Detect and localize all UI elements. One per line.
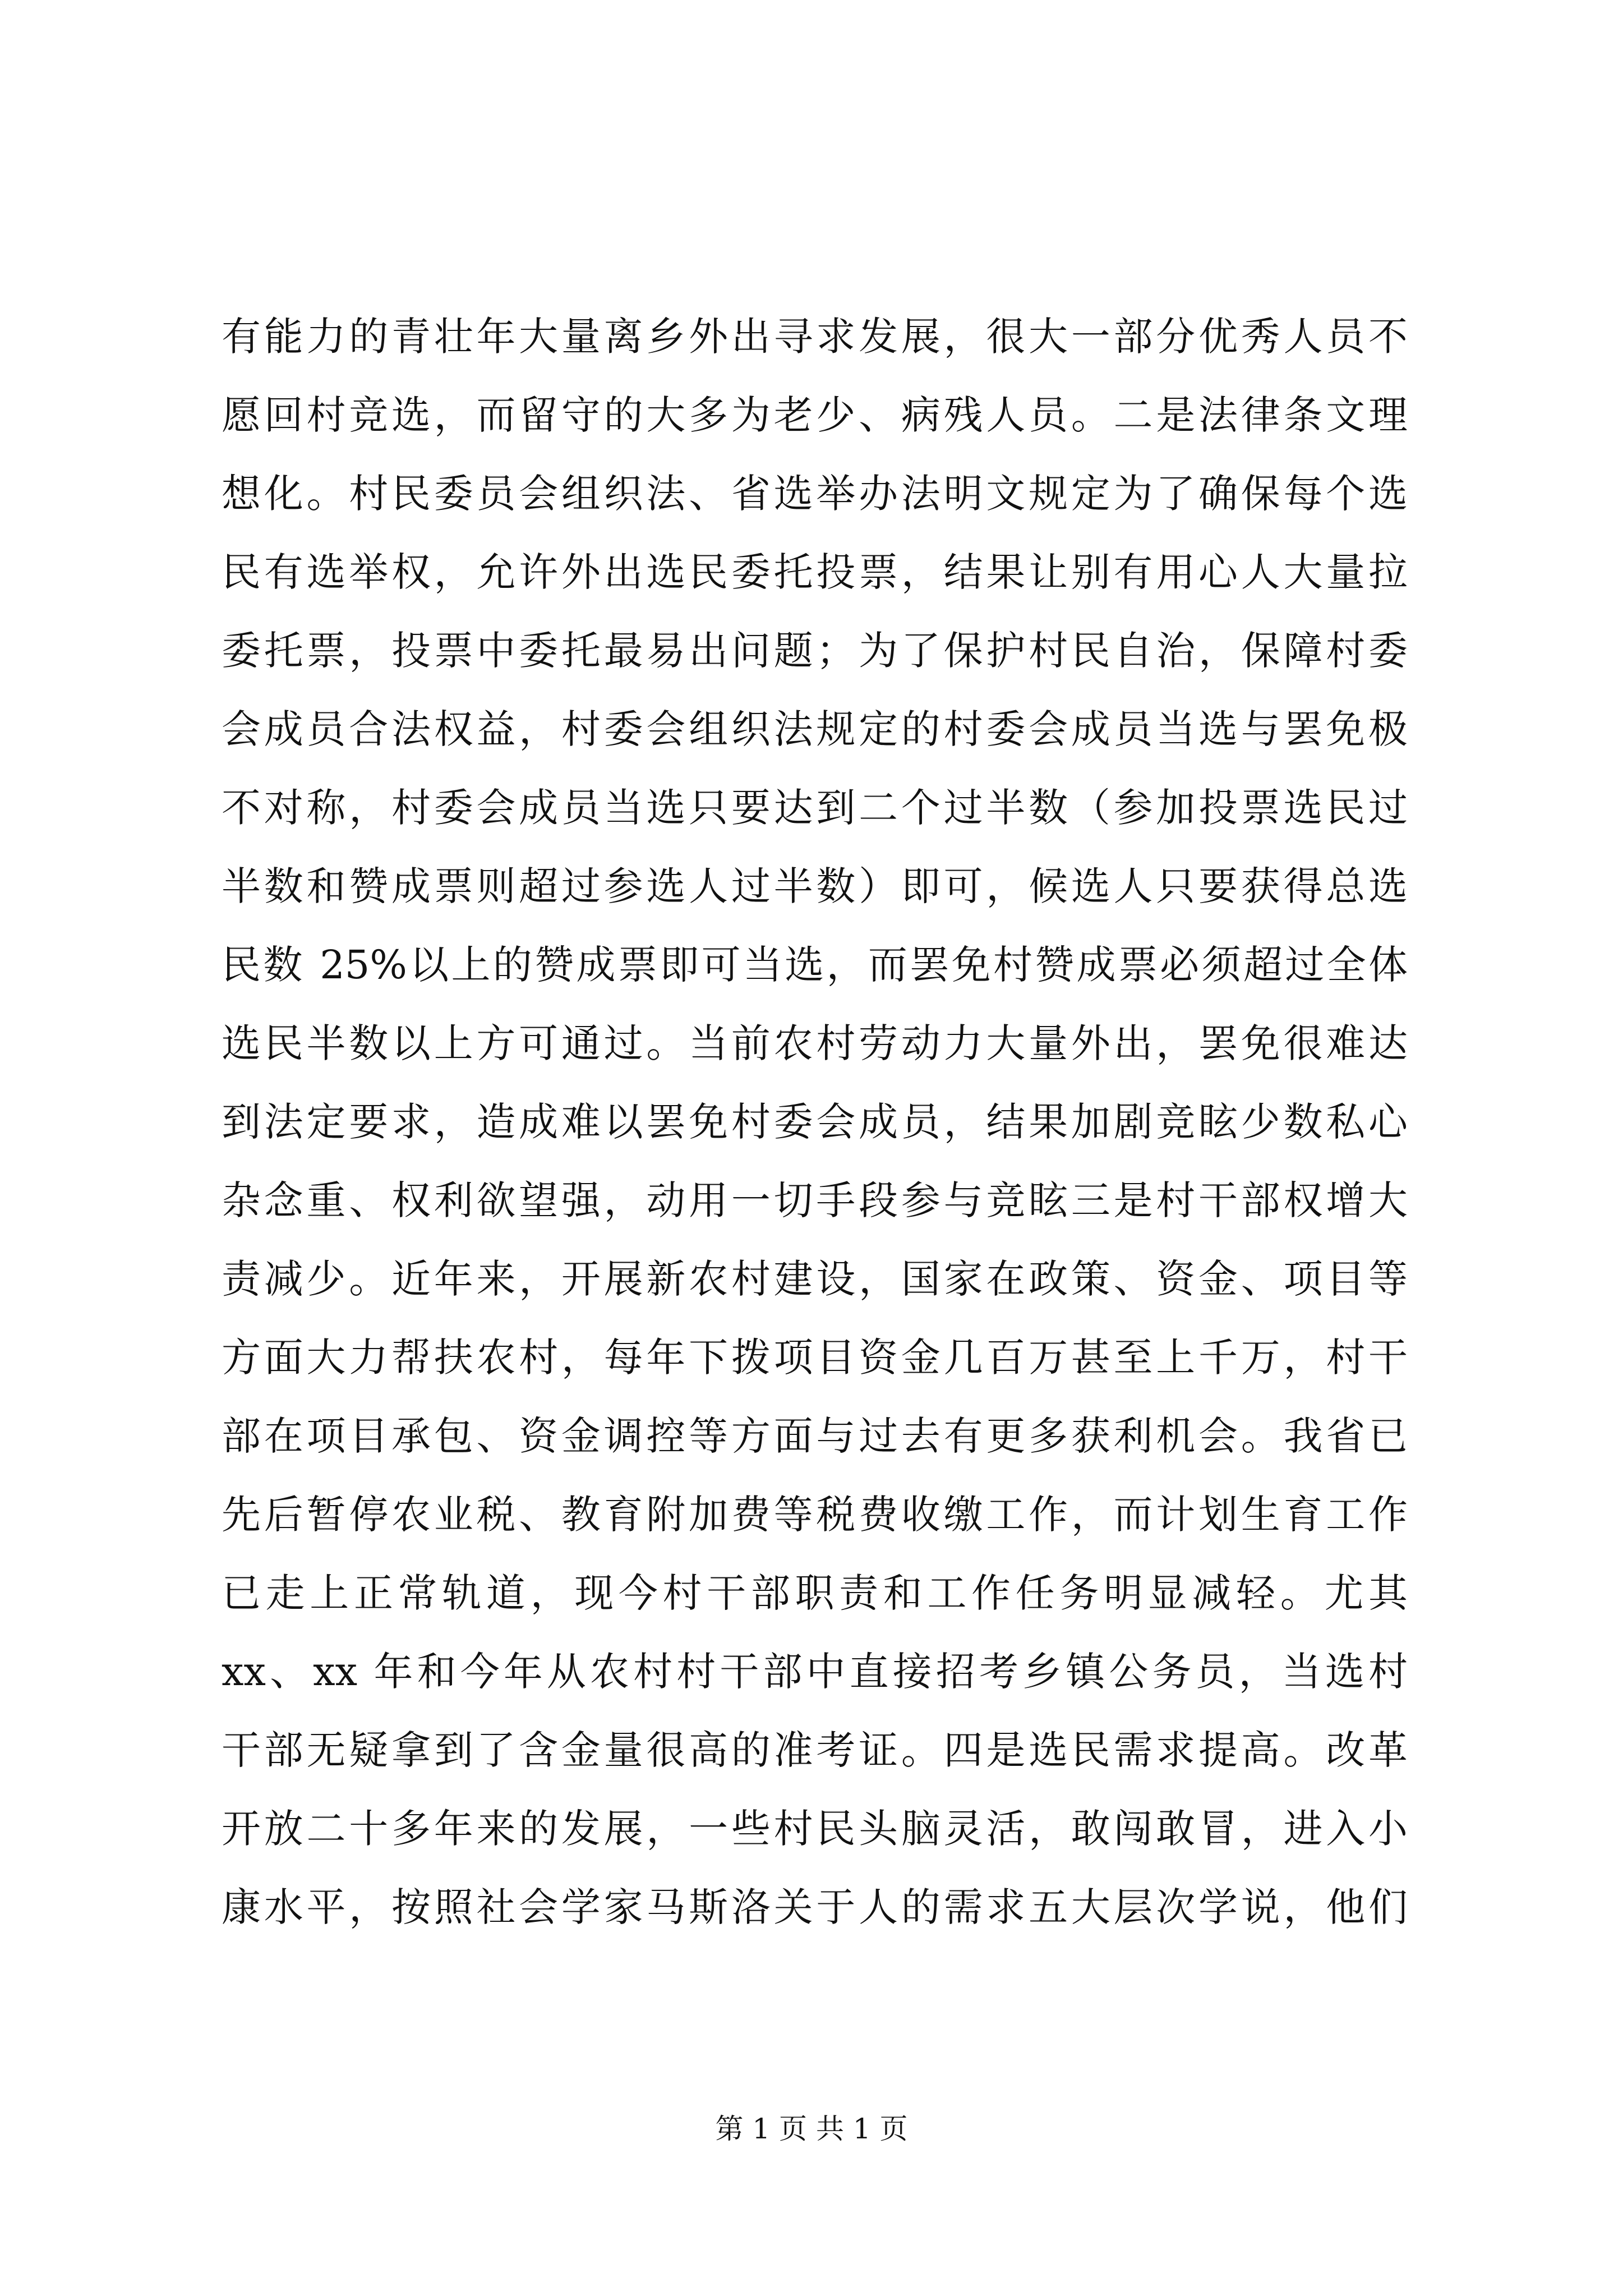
text-line: 方面大力帮扶农村，每年下拨项目资金几百万甚至上千万，村干 [222, 1335, 1408, 1381]
body-text [222, 297, 1408, 1947]
text-line: 选民半数以上方可通过。当前农村劳动力大量外出，罢免很难达 [222, 1020, 1408, 1066]
text-line: 到法定要求，造成难以罢免村委会成员，结果加剧竞眩少数私心 [222, 1099, 1408, 1145]
text-line: 责减少。近年来，开展新农村建设，国家在政策、资金、项目等 [222, 1256, 1408, 1302]
text-line: 想化。村民委员会组织法、省选举办法明文规定为了确保每个选 [222, 471, 1408, 517]
text-line: 已走上正常轨道，现今村干部职责和工作任务明显减轻。尤其 [222, 1570, 1408, 1616]
text-line: 开放二十多年来的发展，一些村民头脑灵活，敢闯敢冒，进入小 [222, 1806, 1408, 1852]
page-footer: 第 1 页 共 1 页 [715, 2113, 908, 2145]
text-line: 康水平，按照社会学家马斯洛关于人的需求五大层次学说，他们 [222, 1884, 1408, 1930]
text-line: xx、xx 年和今年从农村村干部中直接招考乡镇公务员，当选村 [222, 1649, 1408, 1695]
text-line: 委托票，投票中委托最易出问题；为了保护村民自治，保障村委 [222, 628, 1408, 674]
text-line: 民数 25%以上的赞成票即可当选，而罢免村赞成票必须超过全体 [222, 942, 1408, 988]
text-line: 会成员合法权益，村委会组织法规定的村委会成员当选与罢免极 [222, 706, 1408, 752]
text-line: 愿回村竞选，而留守的大多为老少、病残人员。二是法律条文理 [222, 392, 1408, 438]
text-line: 不对称，村委会成员当选只要达到二个过半数（参加投票选民过 [222, 785, 1408, 831]
text-line: 民有选举权，允许外出选民委托投票，结果让别有用心人大量拉 [222, 549, 1408, 595]
text-line: 干部无疑拿到了含金量很高的准考证。四是选民需求提高。改革 [222, 1727, 1408, 1773]
text-line: 半数和赞成票则超过参选人过半数）即可，候选人只要获得总选 [222, 863, 1408, 909]
text-line: 先后暂停农业税、教育附加费等税费收缴工作，而计划生育工作 [222, 1492, 1408, 1538]
text-line: 有能力的青壮年大量离乡外出寻求发展，很大一部分优秀人员不 [222, 314, 1408, 360]
text-line: 部在项目承包、资金调控等方面与过去有更多获利机会。我省已 [222, 1413, 1408, 1459]
text-line: 杂念重、权利欲望强，动用一切手段参与竞眩三是村干部权增大 [222, 1177, 1408, 1223]
